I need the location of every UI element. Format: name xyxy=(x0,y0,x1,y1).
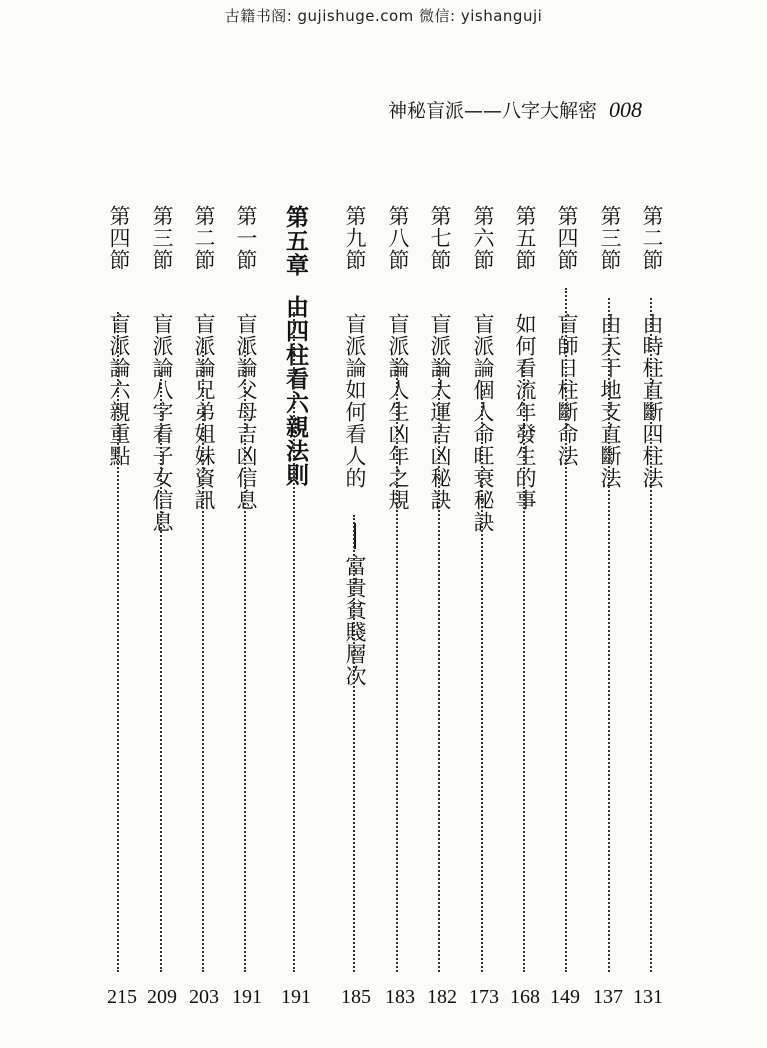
toc-section-label: 第九節 xyxy=(343,205,367,271)
toc-title: 盲派論兄弟姐妹資訊 xyxy=(192,313,216,511)
toc-entry[interactable] xyxy=(469,205,497,975)
toc-page-number: 137 xyxy=(593,986,623,1008)
toc-section-label: 第六節 xyxy=(471,205,495,271)
toc-title: 由四柱看六親法則 xyxy=(282,295,309,487)
toc-title-continuation: 富貴貧賤層次 xyxy=(343,555,367,687)
toc-page-number: 173 xyxy=(469,986,499,1008)
toc-section-label: 第四節 xyxy=(107,205,131,271)
toc-page-number: 209 xyxy=(147,986,177,1008)
dotted-leader xyxy=(244,340,246,972)
toc-entry[interactable] xyxy=(232,205,260,975)
toc-section-label: 第四節 xyxy=(555,205,579,271)
page-number: 008 xyxy=(609,97,643,122)
toc-entry[interactable] xyxy=(426,205,454,975)
toc-entry[interactable] xyxy=(190,205,218,975)
dotted-leader xyxy=(565,288,567,972)
toc-section-label: 第三節 xyxy=(598,205,622,271)
dotted-leader xyxy=(202,340,204,972)
dotted-leader xyxy=(481,385,483,972)
dotted-leader xyxy=(160,372,162,972)
toc-entry[interactable] xyxy=(384,205,412,975)
toc-title: 盲派論個人命旺衰秘訣 xyxy=(471,313,495,533)
dotted-leader xyxy=(353,515,355,972)
watermark-text: 古籍书阁: gujishuge.com 微信: yishanguji xyxy=(224,7,543,25)
dotted-leader xyxy=(293,312,295,972)
toc-page-number: 185 xyxy=(341,986,371,1008)
toc-title: 盲師日柱斷命法 xyxy=(555,313,579,467)
dotted-leader xyxy=(650,298,652,972)
dotted-leader xyxy=(117,312,119,972)
dotted-leader xyxy=(438,358,440,972)
toc-title: 如何看流年發生的事 xyxy=(513,313,537,511)
toc-entry[interactable] xyxy=(596,205,624,975)
toc-title: 盲派論八字看子女信息 xyxy=(150,313,174,533)
toc-page-number: 182 xyxy=(427,986,457,1008)
dotted-leader xyxy=(396,358,398,972)
toc-page-number: 191 xyxy=(281,986,311,1008)
dotted-leader xyxy=(608,298,610,972)
toc-chapter-entry[interactable] xyxy=(281,205,309,975)
toc-section-label: 第三節 xyxy=(150,205,174,271)
toc-title: 盲派論六親重點 xyxy=(107,313,131,467)
toc-entry[interactable] xyxy=(553,205,581,975)
toc-page-number: 183 xyxy=(385,986,415,1008)
toc-section-label: 第五章 xyxy=(282,205,309,277)
toc-entry[interactable] xyxy=(148,205,176,975)
toc-title: 盲派論如何看人的 xyxy=(343,313,367,489)
toc-page-number: 203 xyxy=(189,986,219,1008)
toc-title: 盲派論大運吉凶秘訣 xyxy=(428,313,452,511)
toc-section-label: 第五節 xyxy=(513,205,537,271)
toc-entry[interactable] xyxy=(638,205,666,975)
toc-section-label: 第二節 xyxy=(192,205,216,271)
toc-entry[interactable] xyxy=(105,205,133,975)
toc-section-label: 第八節 xyxy=(386,205,410,271)
book-title: 神秘盲派——八字大解密 xyxy=(388,100,598,122)
toc-page-number: 215 xyxy=(107,986,137,1008)
toc-entry[interactable] xyxy=(341,205,369,975)
toc-title: 盲派論父母吉凶信息 xyxy=(234,313,258,511)
toc-section-label: 第七節 xyxy=(428,205,452,271)
toc-section-label: 第一節 xyxy=(234,205,258,271)
toc-entry[interactable] xyxy=(511,205,539,975)
toc-title: 盲派論人生凶年之規 xyxy=(386,313,410,511)
toc-section-label: 第二節 xyxy=(640,205,664,271)
dotted-leader xyxy=(523,360,525,972)
toc-title: 由時柱直斷四柱法 xyxy=(640,313,664,489)
toc-page-number: 168 xyxy=(510,986,540,1008)
toc-title: 由天干地支直斷法 xyxy=(598,313,622,489)
toc-page-number: 131 xyxy=(633,986,663,1008)
toc-page-number: 149 xyxy=(550,986,580,1008)
toc-page-number: 191 xyxy=(232,986,262,1008)
